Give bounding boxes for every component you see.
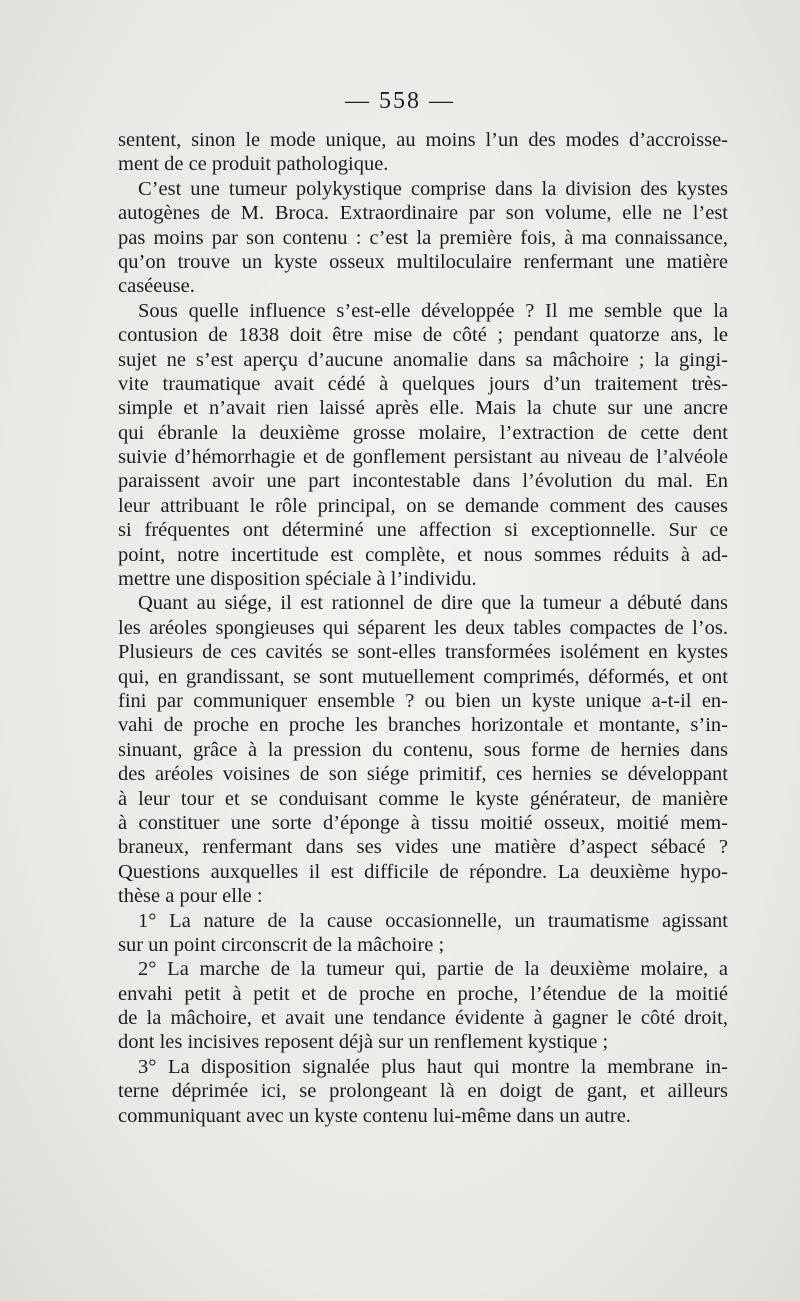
text-line: vahi de proche en proche les branches horizontale et montante, s’in- bbox=[118, 714, 728, 737]
paragraph bbox=[118, 1055, 728, 1128]
page-number: — 558 — bbox=[345, 88, 455, 114]
paragraph bbox=[118, 957, 728, 1055]
text-line: 2° La marche de la tumeur qui, partie de la deuxième molaire, a bbox=[138, 958, 728, 981]
text-line: à constituer une sorte d’éponge à tissu moitié osseux, moitié mem- bbox=[118, 811, 728, 834]
text-line: sur un point circonscrit de la mâchoire ; bbox=[118, 933, 445, 956]
text-line: ment de ce produit pathologique. bbox=[118, 153, 389, 176]
text-line: autogènes de M. Broca. Extraordinaire par son volume, elle ne l’est bbox=[118, 202, 728, 225]
text-line: terne déprimée ici, se prolongeant là en doigt de gant, et ailleurs bbox=[118, 1080, 728, 1103]
text-line: Quant au siége, il est rationnel de dire que la tumeur a débuté dans bbox=[138, 592, 728, 615]
text-line: vite traumatique avait cédé à quelques jours d’un traitement très- bbox=[118, 372, 728, 395]
text-line: sinuant, grâce à la pression du contenu, sous forme de hernies dans bbox=[118, 738, 728, 761]
text-line: 3° La disposition signalée plus haut qui montre la membrane in- bbox=[138, 1055, 728, 1078]
text-line: C’est une tumeur polykystique comprise dans la division des kystes bbox=[138, 177, 728, 200]
text-line: des aréoles voisines de son siége primitif, ces hernies se développant bbox=[118, 763, 728, 786]
text-line: Questions auxquelles il est difficile de répondre. La deuxième hypo- bbox=[118, 860, 728, 883]
text-line: qu’on trouve un kyste osseux multiloculaire renfermant une matière bbox=[118, 250, 728, 273]
text-line: fini par communiquer ensemble ? ou bien un kyste unique a-t-il en- bbox=[118, 689, 728, 712]
text-line: mettre une disposition spéciale à l’individu. bbox=[118, 568, 477, 591]
text-line: suivie d’hémorrhagie et de gonflement persistant au niveau de l’alvéole bbox=[118, 446, 728, 469]
text-line: envahi petit à petit et de proche en proche, l’étendue de la moitié bbox=[118, 982, 728, 1005]
text-line: caséeuse. bbox=[118, 275, 195, 298]
text-line: pas moins par son contenu : c’est la première fois, à ma connaissance, bbox=[118, 226, 728, 249]
text-line: Sous quelle influence s’est-elle développée ? Il me semble que la bbox=[138, 299, 728, 322]
body-text bbox=[118, 128, 728, 1128]
text-line: sentent, sinon le mode unique, au moins l’un des modes d’accroisse- bbox=[118, 129, 728, 151]
paragraph bbox=[118, 909, 728, 958]
text-line: les aréoles spongieuses qui séparent les deux tables compactes de l’os. bbox=[118, 616, 728, 639]
paragraph bbox=[118, 591, 728, 908]
text-line: de la mâchoire, et avait une tendance évidente à gagner le côté droit, bbox=[118, 1007, 728, 1030]
text-line: si fréquentes ont déterminé une affection si exceptionnelle. Sur ce bbox=[118, 519, 728, 542]
text-line: qui ébranle la deuxième grosse molaire, l’extraction de cette dent bbox=[118, 421, 728, 444]
text-line: contusion de 1838 doit être mise de côté ; pendant quatorze ans, le bbox=[118, 324, 728, 347]
text-line: simple et n’avait rien laissé après elle. Mais la chute sur une ancre bbox=[118, 397, 728, 420]
paragraph bbox=[118, 128, 728, 177]
paragraph bbox=[118, 177, 728, 299]
text-line: sujet ne s’est aperçu d’aucune anomalie dans sa mâchoire ; la gingi- bbox=[118, 348, 728, 371]
text-line: à leur tour et se conduisant comme le kyste générateur, de manière bbox=[118, 787, 728, 810]
text-line: dont les incisives reposent déjà sur un renflement kystique ; bbox=[118, 1031, 609, 1054]
paragraph bbox=[118, 299, 728, 592]
text-line: braneux, renfermant dans ses vides une matière d’aspect sébacé ? bbox=[118, 836, 728, 859]
text-line: paraissent avoir une part incontestable dans l’évolution du mal. En bbox=[118, 470, 728, 493]
text-line: communiquant avec un kyste contenu lui-même dans un autre. bbox=[118, 1104, 631, 1127]
text-line: Plusieurs de ces cavités se sont-elles transformées isolément en kystes bbox=[118, 641, 728, 664]
text-line: point, notre incertitude est complète, et nous sommes réduits à ad- bbox=[118, 543, 728, 566]
text-line: leur attribuant le rôle principal, on se demande comment des causes bbox=[118, 494, 728, 517]
text-line: thèse a pour elle : bbox=[118, 885, 263, 908]
text-line: 1° La nature de la cause occasionnelle, un traumatisme agissant bbox=[138, 909, 728, 932]
text-line: qui, en grandissant, se sont mutuellement comprimés, déformés, et ont bbox=[118, 665, 728, 688]
